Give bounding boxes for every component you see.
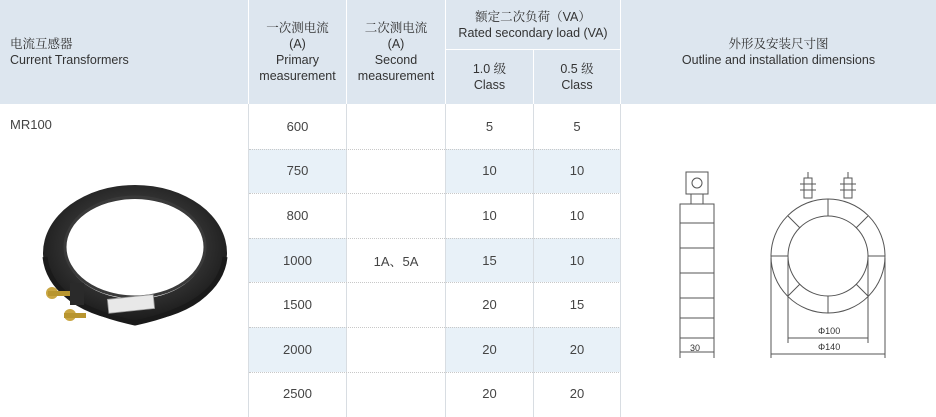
- header-load: [446, 0, 620, 49]
- header-divider: [248, 0, 249, 104]
- load-class-1-cell: 15: [482, 252, 497, 268]
- load-class-05-cell: 10: [569, 252, 585, 268]
- header-class-05: [534, 50, 620, 104]
- model-name: MR100: [10, 117, 52, 132]
- header-class-1-cn: 1.0 级: [472, 62, 507, 76]
- header-second-unit: (A): [387, 37, 405, 51]
- current-transformer-photo: [30, 165, 230, 335]
- header-dimensions-en: Outline and installation dimensions: [681, 53, 876, 67]
- side-view: [680, 172, 714, 358]
- header-divider: [445, 0, 446, 104]
- primary-current-cell: 1500: [283, 297, 312, 313]
- header-class-1-en: Class: [473, 78, 506, 92]
- header-second: [347, 0, 445, 104]
- header-second-en-1: Second: [374, 53, 418, 67]
- load-class-05-cell: 10: [569, 207, 585, 223]
- column-divider: [620, 104, 621, 417]
- header-product-en: Current Transformers: [10, 53, 129, 67]
- outer-diameter-label: Φ140: [818, 342, 841, 352]
- load-class-05-cell: 15: [569, 297, 585, 313]
- header-load-en: Rated secondary load (VA): [458, 25, 608, 40]
- primary-current-cell: 800: [286, 207, 309, 223]
- load-class-05-cell: 10: [569, 163, 585, 179]
- header-divider: [620, 0, 621, 104]
- header-divider: [446, 49, 620, 50]
- load-class-1-cell: 10: [482, 207, 497, 223]
- header-dimensions-cn: 外形及安装尺寸图: [728, 37, 829, 51]
- header-dimensions: [621, 0, 936, 104]
- header-class-05-en: Class: [561, 78, 593, 92]
- load-class-1-cell: 10: [482, 163, 497, 179]
- load-class-05-cell: 20: [569, 386, 585, 402]
- header-class-05-cn: 0.5 级: [560, 62, 594, 76]
- load-class-05-cell: 5: [573, 118, 581, 134]
- load-class-1-cell: 20: [482, 297, 497, 313]
- header-load-cn: 额定二次负荷（VA）: [475, 9, 591, 24]
- header-second-cn: 二次测电流: [364, 21, 428, 35]
- load-class-1-cell: 5: [485, 118, 494, 134]
- secondary-current-value: 1A、5A: [373, 254, 419, 269]
- inner-diameter-label: Φ100: [818, 326, 841, 336]
- header-divider: [346, 0, 347, 104]
- primary-current-cell: 2500: [283, 386, 312, 402]
- load-class-1-cell: 20: [482, 386, 497, 402]
- header-primary-cn: 一次测电流: [266, 21, 329, 35]
- header-primary-en-1: Primary: [275, 53, 320, 67]
- primary-current-cell: 600: [286, 118, 309, 134]
- load-class-05-cell: 20: [569, 341, 585, 357]
- header-class-1: [446, 50, 533, 104]
- header-primary-en-2: measurement: [259, 69, 336, 83]
- load-class-1-cell: 20: [482, 341, 497, 357]
- header-second-en-2: measurement: [357, 69, 435, 83]
- header-divider: [533, 50, 534, 104]
- header-product: [0, 0, 248, 104]
- header-product-cn: 电流互感器: [10, 37, 73, 51]
- primary-current-cell: 2000: [283, 341, 312, 357]
- width-dimension-label: 30: [690, 343, 701, 353]
- outline-drawing: [660, 168, 900, 363]
- header-primary: [249, 0, 346, 104]
- header-primary-unit: (A): [289, 37, 306, 51]
- primary-current-cell: 1000: [283, 252, 312, 268]
- primary-current-cell: 750: [286, 163, 309, 179]
